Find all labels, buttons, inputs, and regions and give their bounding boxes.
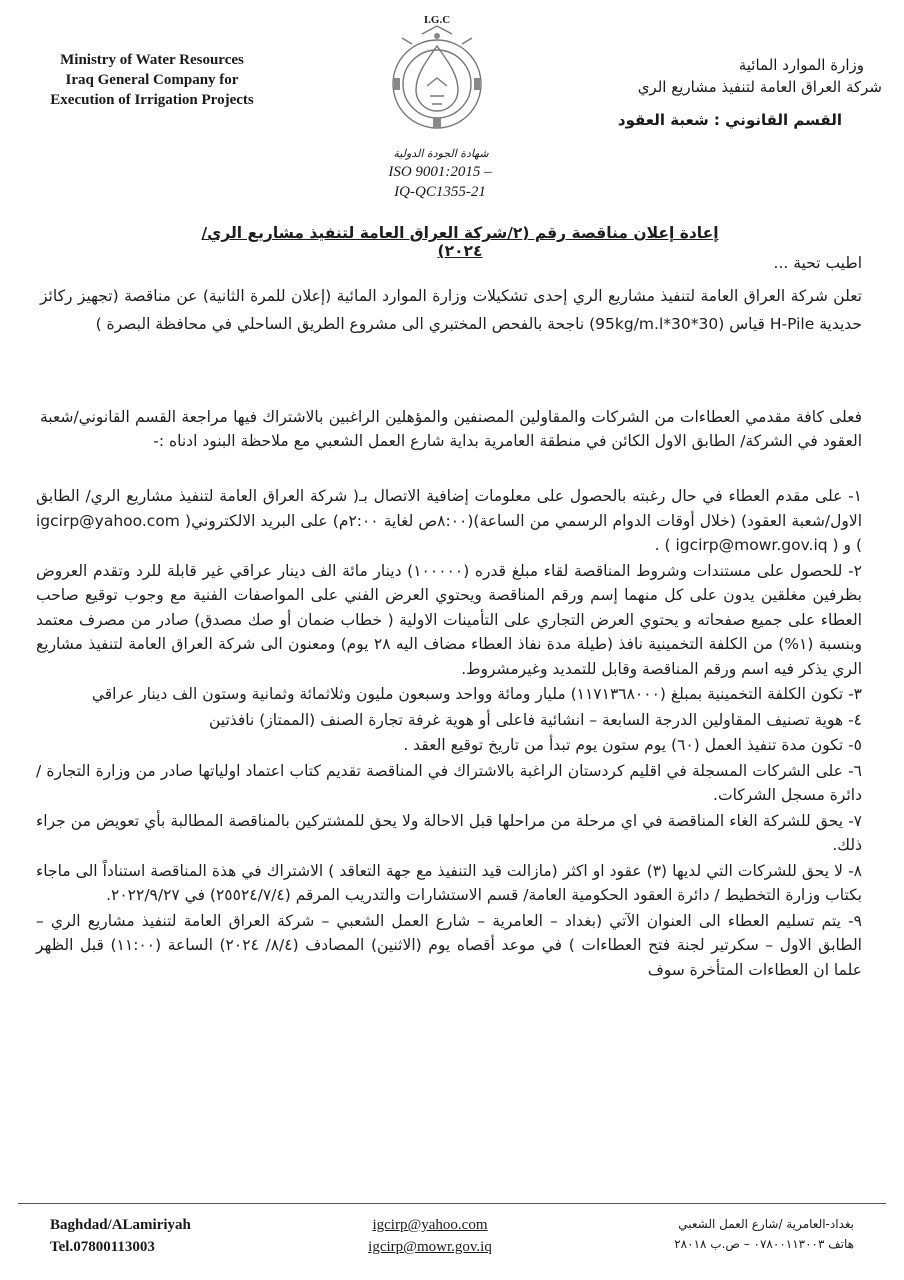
condition-item: ٦- على الشركات المسجلة في اقليم كردستان الراغبة بالاشتراك في المناقصة تقديم كتاب اعتماد اولياتها صادر من وزارة التجارة / دائرة مسجل الشركات. bbox=[36, 761, 862, 804]
condition-item: ٢- للحصول على مستندات وشروط المناقصة لقاء مبلغ قدره (١٠٠٠٠٠) دينار مائة الف دينار عراقي غير قابلة للرد وتقدم العروض بظرفين مغلقين يدون على كل منهما إسم ورقم المناقصة ويحتوي العرض الفني على المواصفات الفنية مع وجوب توقيع صاحب العطاء على جميع صفحاته و يحتوي العرض التجاري على التأمينات الاولية ( خطاب ضمان أو صك مصدق) صادر من مصرف معتمد وبنسبة (١%) من الكلفة التخمينية نافذ (طيلة مدة نفاذ العطاء مضاف اليه ٢٨ يوم) ومعنون الى شركة العراق العامة لتنفيذ مشاريع الري يذكر فيه اسم ورقم المناقصة وقابل للتمديد وغيرمشروط. bbox=[36, 561, 862, 678]
greeting: اطيب تحية ... bbox=[773, 254, 862, 272]
header-arabic-department: القسم القانوني : شعبة العقود bbox=[617, 111, 842, 129]
iso-certificate bbox=[300, 148, 580, 202]
condition-item: ٩- يتم تسليم العطاء الى العنوان الآتي (بغداد – العامرية – شارع العمل الشعبي – شركة العراق العامة لتنفيذ مشاريع الري – الطابق الاول – سكرتير لجنة فتح العطاءات ) في موعد أقصاه يوم (الاثنين) المصادف (٨/٤/ ٢٠٢٤) الساعة (١١:٠٠) قبل الظهر علما ان العطاءات المتأخرة سوف bbox=[36, 911, 862, 979]
header-arabic-block bbox=[582, 54, 882, 131]
condition-item: ٧- يحق للشركة الغاء المناقصة في اي مرحلة من مراحلها قبل الاحالة ولا يحق للمشتركين بالمناقصة المطالبة بأي تعويض من جراء ذلك. bbox=[36, 811, 862, 854]
intro-paragraph: تعلن شركة العراق العامة لتنفيذ مشاريع الري إحدى تشكيلات وزارة الموارد المائية (إعلان للمرة الثانية) عن مناقصة (تجهيز ركائز حديدية H-Pile قياس (30*30*95kg/m.l) ناجحة بالفحص المختبري الى مشروع الطريق الساحلي في محافظة البصرة ) bbox=[40, 287, 862, 333]
iso-standard: ISO 9001:2015 – bbox=[388, 164, 492, 180]
footer-arabic-phone-line: هاتف ٠٧٨٠٠١١٣٠٠٣ – ص.ب ٢٨٠١٨ bbox=[674, 1237, 854, 1251]
logo-emblem-icon bbox=[372, 14, 502, 149]
header-arabic-ministry: وزارة الموارد المائية bbox=[738, 56, 864, 74]
footer-arabic-address-line: بغداد-العامرية /شارع العمل الشعبي bbox=[678, 1217, 854, 1231]
footer-email-link[interactable]: igcirp@yahoo.com bbox=[372, 1217, 488, 1233]
footer-emails bbox=[330, 1214, 530, 1258]
condition-item: ٨- لا يحق للشركات التي لديها (٣) عقود او اكثر (مازالت قيد التنفيذ مع جهة التعاقد ) الاشتراك في هذة المناقصة استناداً الى ماجاء بكتاب وزارة التخطيط / دائرة العقود الحكومية العامة/ قسم الاستشارات والتدريب المرقم (٢٥٥٢٤/٧/٤) في ٢٠٢٢/٩/٢٧. bbox=[36, 861, 862, 904]
condition-item: ١- على مقدم العطاء في حال رغبته بالحصول على معلومات إضافية الاتصال بـ( شركة العراق العامة لتنفيذ مشاريع الري/ الطابق الاول/شعبة العقود) (خلال أوقات الدوام الرسمي من الساعة)(٨:٠٠ص لغاية ٢:٠٠م) على البريد الالكتروني( igcirp@yahoo.com ) و ( igcirp@mowr.gov.iq ) . bbox=[36, 487, 862, 554]
header-english-line: Ministry of Water Resources bbox=[60, 52, 244, 68]
condition-item: ٤- هوية تصنيف المقاولين الدرجة السابعة – انشائية فاعلى أو هوية غرفة تجارة الصنف (الممتاز) نافذتين bbox=[208, 710, 862, 729]
footer-divider bbox=[18, 1203, 886, 1204]
iso-arabic-caption: شهادة الجودة الدولية bbox=[393, 147, 489, 160]
condition-item: ٥- تكون مدة تنفيذ العمل (٦٠) يوم ستون يوم تبدأ من تاريخ توقيع العقد . bbox=[403, 736, 862, 754]
header-english-block bbox=[22, 50, 282, 110]
announcement-title: إعادة إعلان مناقصة رقم (٢/شركة العراق العامة لتنفيذ مشاريع الري/ ٢٠٢٤) bbox=[201, 224, 719, 260]
logo-text: I.G.C bbox=[423, 14, 451, 26]
conditions-list bbox=[36, 484, 862, 983]
lead-paragraph: فعلى كافة مقدمي العطاءات من الشركات والمقاولين المصنفين والمؤهلين الراغبين بالاشتراك فيها مراجعة القسم القانوني/شعبة العقود في الشركة/ الطابق الاول الكائن في منطقة العامرية بداية شارع العمل الشعبي مع ملاحظة البنود ادناه :- bbox=[40, 408, 862, 450]
header-arabic-company: شركة العراق العامة لتنفيذ مشاريع الري bbox=[637, 78, 882, 96]
footer-arabic-address bbox=[594, 1214, 854, 1254]
company-logo bbox=[372, 14, 502, 154]
header-english-line: Iraq General Company for bbox=[65, 72, 239, 88]
footer-english-address bbox=[50, 1214, 191, 1258]
iso-code: IQ-QC1355-21 bbox=[394, 184, 486, 200]
header-english-line: Execution of Irrigation Projects bbox=[50, 92, 254, 108]
footer-email-link[interactable]: igcirp@mowr.gov.iq bbox=[368, 1239, 492, 1255]
condition-item: ٣- تكون الكلفة التخمينية بمبلغ (١١٧١٣٦٨٠٠٠) مليار ومائة وواحد وسبعون مليون وثلاثمائة وثمانية وستون الف دينار عراقي bbox=[91, 685, 862, 703]
footer-phone-line: Tel.07800113003 bbox=[50, 1239, 155, 1255]
footer-address-line: Baghdad/ALamiriyah bbox=[50, 1217, 191, 1233]
